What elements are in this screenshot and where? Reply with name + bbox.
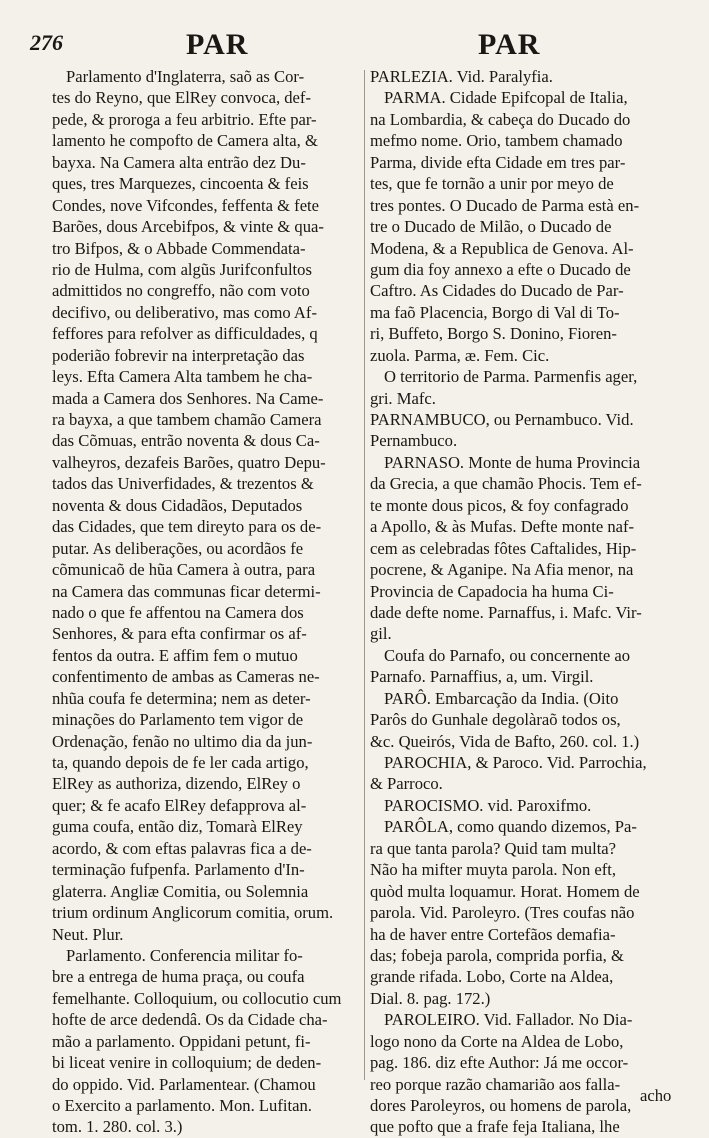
text-line: Dial. 8. pag. 172.) (370, 988, 491, 1008)
column-divider (364, 70, 365, 1080)
text-line: mada a Camera dos Senhores. Na Came- (52, 388, 324, 408)
text-line: pede, & proroga a feu arbitrio. Efte par- (52, 109, 317, 129)
text-line: confentimento de ambas as Cameras ne- (52, 667, 320, 687)
text-line: Senhores, & para efta confirmar os af- (52, 624, 307, 644)
text-line: nhũa coufa fe determina; nem as deter- (52, 688, 311, 708)
text-line: bre a entrega de huma praça, ou coufa (52, 967, 305, 987)
text-line: Provincia de Capadocia ha huma Ci- (370, 581, 614, 601)
text-line: nado o que fe affentou na Camera dos (52, 602, 304, 622)
text-line: te monte dous picos, & foy confagrado (370, 495, 629, 515)
text-line: do oppido. Vid. Parlamentear. (Chamou (52, 1074, 316, 1094)
text-line: Coufa do Parnafo, ou concernente ao (384, 645, 631, 665)
text-line: mefmo nome. Orio, tambem chamado (370, 131, 623, 151)
text-line: minações do Parlamento tem vigor de (52, 710, 304, 730)
text-line: tro Bifpos, & o Abbade Commendata- (52, 238, 306, 258)
catchword: acho (640, 1086, 672, 1105)
text-line: Parôs do Gunhale degolàraõ todos os, (370, 710, 621, 730)
text-line: tre o Ducado de Milão, o Ducado de (370, 217, 612, 237)
text-line: tes, que fe tornão a unir por meyo de (370, 174, 614, 194)
text-line: PARLEZIA. Vid. Paralyfia. (370, 67, 553, 86)
text-line: noventa & dous Cidadãos, Deputados (52, 495, 303, 515)
text-line: fentos da outra. E affim fem o mutuo (52, 645, 298, 665)
text-line: rio de Hulma, com algũs Jurifconfultos (52, 259, 312, 279)
text-line: trium ordinum Anglicorum comitia, orum. (52, 903, 334, 923)
text-line: tados das Univerfidades, & trezentos & (52, 474, 314, 494)
text-line: reo porque razão chamarião aos falla- (370, 1074, 621, 1094)
text-line: PAROCHIA, & Paroco. Vid. Parrochia, (384, 753, 647, 772)
text-line: dade defte nome. Parnaffus, i. Mafc. Vir- (370, 602, 642, 622)
text-line: pocrene, & Aganipe. Na Afia menor, na (370, 560, 634, 580)
text-line: dores Paroleyros, ou homens de parola, (370, 1096, 632, 1115)
text-line: PAROCISMO. vid. Paroxifmo. (384, 795, 592, 815)
right-text-column (370, 66, 678, 1138)
text-line: ha de haver entre Cortefãos demafia- (370, 924, 616, 944)
text-line: tes do Reyno, que ElRey convoca, def- (52, 88, 311, 108)
text-line: PAROLEIRO. Vid. Fallador. No Dia- (384, 1010, 633, 1030)
text-line: ri, Buffeto, Borgo S. Donino, Fioren- (370, 324, 617, 344)
text-line: ta, quando depois de fe ler cada artigo, (52, 753, 309, 772)
left-text-column (52, 66, 362, 1138)
text-line: ra bayxa, a que tambem chamão Camera (52, 410, 322, 429)
text-line: na Camera das communas ficar determi- (52, 581, 321, 601)
text-line: a Apollo, & às Mufas. Defte monte naf- (370, 517, 635, 537)
running-headword-left: PAR (186, 28, 249, 61)
text-line: cõmunicaõ de hũa Camera à outra, para (52, 560, 316, 580)
text-line: PARÔLA, como quando dizemos, Pa- (384, 817, 637, 837)
text-line: Parnafo. Parnaffius, a, um. Virgil. (370, 667, 594, 687)
text-line: pag. 186. diz efte Author: Já me occor- (370, 1053, 629, 1073)
text-line: glaterra. Angliæ Comitia, ou Solemnia (52, 881, 309, 901)
text-line: valheyros, dezafeis Barões, quatro Depu- (52, 452, 326, 472)
text-line: acordo, & com eftas palavras fica a de- (52, 838, 312, 858)
text-line: quer; & fe acafo ElRey defapprova al- (52, 795, 307, 815)
text-line: Parlamento. Conferencia militar fo- (66, 945, 303, 965)
text-line: Caftro. As Cidades do Ducado de Par- (370, 281, 624, 301)
text-line: Parlamento d'Inglaterra, saõ as Cor- (66, 67, 305, 86)
text-line: &c. Queirós, Vida de Bafto, 260. col. 1.) (370, 731, 640, 751)
text-line: das; fobeja parola, comprida porfia, & (370, 945, 624, 965)
text-line: gri. Mafc. (370, 388, 436, 408)
text-line: leys. Efta Camera Alta tambem he cha- (52, 367, 313, 387)
running-headword-right: PAR (478, 28, 541, 61)
text-line: Não ha mifter muyta parola. Non eft, (370, 860, 617, 880)
text-line: ra que tanta parola? Quid tam multa? (370, 838, 617, 858)
text-line: Condes, nove Vifcondes, feffenta & fete (52, 195, 320, 215)
text-line: putar. As deliberações, ou acordãos fe (52, 538, 304, 558)
text-line: das Cidades, que tem direyto para os de- (52, 517, 322, 537)
text-line: Neut. Plur. (52, 924, 124, 944)
text-line: na Lombardia, & cabeça do Ducado do (370, 109, 631, 129)
text-line: Ordenação, fenão no ultimo dia da jun- (52, 731, 313, 751)
text-line: Modena, & a Republica de Genova. Al- (370, 238, 634, 258)
text-line: PARÔ. Embarcação da India. (Oito (384, 688, 619, 708)
text-line: feffores para refolver as difficuldades, q (52, 324, 318, 344)
text-line: parola. Vid. Paroleyro. (Tres coufas não (370, 903, 635, 923)
text-line: que pofto que a frafe feja Italiana, lhe (370, 1117, 620, 1137)
text-line: PARNAMBUCO, ou Pernambuco. Vid. (370, 410, 634, 429)
text-line: guma coufa, então diz, Tomarà ElRey (52, 817, 303, 837)
text-line: zuola. Parma, æ. Fem. Cic. (370, 345, 550, 365)
text-line: femelhante. Colloquium, ou collocutio cum (52, 988, 342, 1008)
text-line: gum dia foy annexo a efte o Ducado de (370, 259, 631, 279)
text-line: ElRey as authoriza, dizendo, ElRey o (52, 774, 301, 794)
text-line: da Grecia, a que chamão Phocis. Tem ef- (370, 474, 642, 494)
text-line: poderião fobrevir na interpretação das (52, 345, 305, 365)
text-line: Parma, divide efta Cidade em tres par- (370, 152, 626, 172)
text-line: logo nono da Corte na Aldea de Lobo, (370, 1031, 624, 1051)
text-line: & Parroco. (370, 774, 443, 794)
text-line: O territorio de Parma. Parmenfis ager, (384, 367, 638, 387)
text-line: mão a parlamento. Oppidani petunt, fi- (52, 1031, 311, 1051)
text-line: tres pontes. O Ducado de Parma està en- (370, 195, 640, 215)
text-line: Barões, dous Arcebifpos, & vinte & qua- (52, 217, 324, 237)
text-line: ma faõ Placencia, Borgo di Val di To- (370, 302, 620, 322)
text-line: quòd multa loquamur. Horat. Homem de (370, 881, 640, 901)
text-line: terminação fufpenfa. Parlamento d'In- (52, 860, 305, 880)
text-line: bi liceat venire in colloquium; de deden- (52, 1053, 322, 1073)
text-line: PARNASO. Monte de huma Provincia (384, 452, 641, 472)
text-line: gil. (370, 624, 392, 644)
text-line: decifivo, ou deliberativo, mas como Af- (52, 302, 317, 322)
text-line: grande rifada. Lobo, Corte na Aldea, (370, 967, 614, 987)
text-line: admittidos no congreffo, não com voto (52, 281, 310, 301)
page-number: 276 (30, 30, 63, 55)
text-line: cem as celebradas fôtes Caftalides, Hip- (370, 538, 637, 558)
text-line: tom. 1. 280. col. 3.) (52, 1117, 183, 1137)
text-line: hofte de arce dedendâ. Os da Cidade cha- (52, 1010, 328, 1030)
text-line: Pernambuco. (370, 431, 458, 451)
text-line: ques, tres Marquezes, cincoenta & feis (52, 174, 309, 194)
text-line: bayxa. Na Camera alta entrão dez Du- (52, 152, 306, 172)
text-line: lamento he compofto de Camera alta, & (52, 131, 318, 151)
text-line: o Exercito a parlamento. Mon. Lufitan. (52, 1096, 312, 1115)
text-line: PARMA. Cidade Epifcopal de Italia, (384, 88, 628, 108)
text-line: das Cõmuas, entrão noventa & dous Ca- (52, 431, 320, 451)
